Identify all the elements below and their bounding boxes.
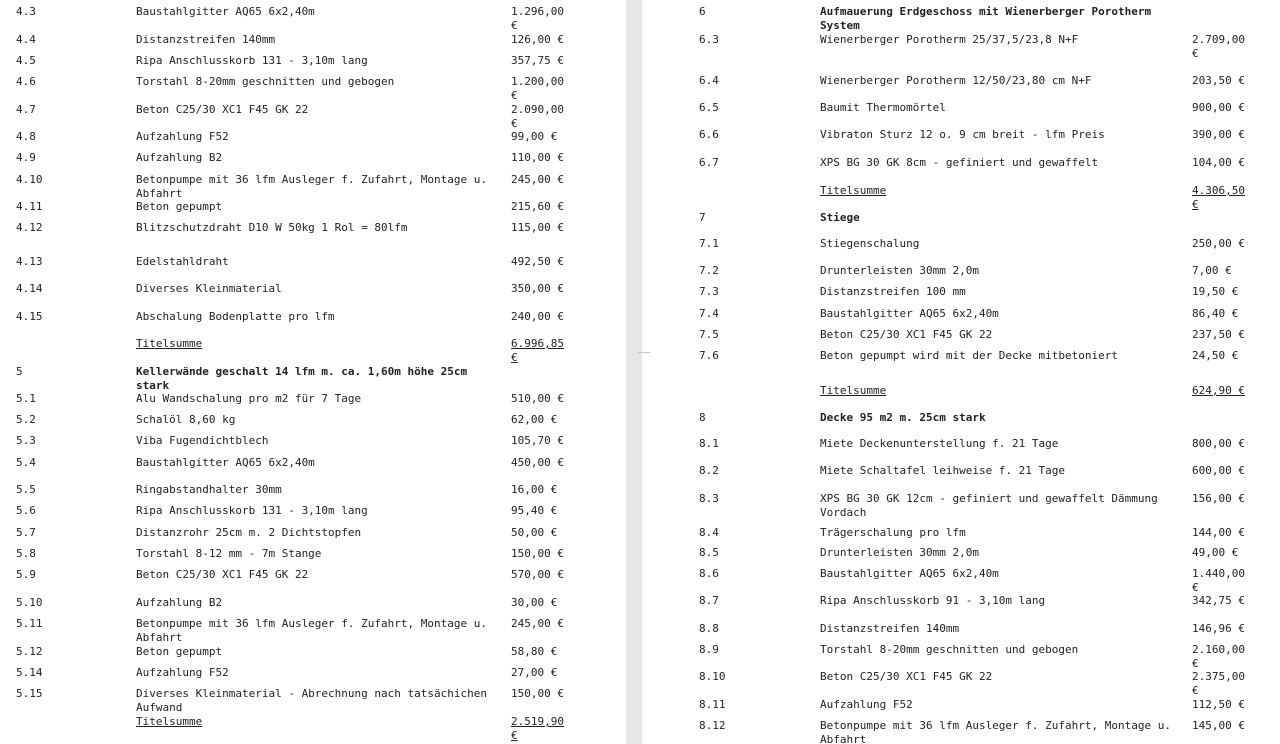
item-description: Wienerberger Porotherm 12/50/23,80 cm N+F — [820, 74, 1092, 87]
item-number: 6.3 — [699, 33, 719, 46]
item-description: Titelsumme — [136, 337, 203, 350]
item-amount: 126,00 € — [511, 33, 564, 46]
item-description: Ripa Anschlusskorb 131 - 3,10m lang — [136, 54, 368, 67]
item-description: Aufmauerung Erdgeschoss mit Wienerberger Porotherm System — [820, 5, 1152, 32]
item-number: 6.4 — [699, 74, 719, 87]
item-description: Distanzstreifen 140mm — [136, 33, 276, 46]
item-number: 8 — [699, 411, 706, 424]
item-number: 4.7 — [16, 103, 36, 116]
item-number: 7.1 — [699, 237, 719, 250]
item-number: 8.10 — [699, 670, 726, 683]
item-description: Aufzahlung F52 — [136, 130, 229, 143]
item-amount: 30,00 € — [511, 596, 558, 609]
item-description: Vibraton Sturz 12 o. 9 cm breit - lfm Preis — [820, 128, 1105, 141]
item-number: 4.12 — [16, 221, 43, 234]
item-amount: 2.375,00 € — [1192, 670, 1245, 697]
item-description: Ripa Anschlusskorb 91 - 3,10m lang — [820, 594, 1046, 607]
item-amount: 150,00 € — [511, 687, 564, 700]
item-number: 4.9 — [16, 151, 36, 164]
item-description: Schalöl 8,60 kg — [136, 413, 236, 426]
item-number: 4.14 — [16, 282, 43, 295]
item-number: 5 — [16, 365, 23, 378]
item-number: 4.15 — [16, 310, 43, 323]
item-description: Trägerschalung pro lfm — [820, 526, 966, 539]
item-description: Alu Wandschalung pro m2 für 7 Tage — [136, 392, 362, 405]
item-amount: 86,40 € — [1192, 307, 1239, 320]
item-number: 8.11 — [699, 698, 726, 711]
item-description: Kellerwände geschalt 14 lfm m. ca. 1,60m höhe 25cm stark — [136, 365, 468, 392]
item-number: 5.2 — [16, 413, 36, 426]
item-description: Beton gepumpt — [136, 645, 223, 658]
item-amount: 1.200,00 € — [511, 75, 564, 102]
item-description: Decke 95 m2 m. 25cm stark — [820, 411, 986, 424]
item-amount: 49,00 € — [1192, 546, 1239, 559]
item-amount: 250,00 € — [1192, 237, 1245, 250]
item-number: 5.6 — [16, 504, 36, 517]
item-amount: 450,00 € — [511, 456, 564, 469]
item-number: 8.12 — [699, 719, 726, 732]
item-description: Beton C25/30 XC1 F45 GK 22 — [820, 670, 993, 683]
item-number: 5.8 — [16, 547, 36, 560]
item-amount: 27,00 € — [511, 666, 558, 679]
item-amount: 145,00 € — [1192, 719, 1245, 732]
item-amount: 19,50 € — [1192, 285, 1239, 298]
item-amount: 245,00 € — [511, 173, 564, 186]
item-description: Baustahlgitter AQ65 6x2,40m — [820, 567, 999, 580]
item-number: 4.3 — [16, 5, 36, 18]
item-amount: 115,00 € — [511, 221, 564, 234]
item-number: 8.3 — [699, 492, 719, 505]
item-number: 4.6 — [16, 75, 36, 88]
item-amount: 342,75 € — [1192, 594, 1245, 607]
item-number: 7.4 — [699, 307, 719, 320]
item-description: Baustahlgitter AQ65 6x2,40m — [820, 307, 999, 320]
item-amount: 50,00 € — [511, 526, 558, 539]
item-number: 7 — [699, 211, 706, 224]
item-amount: 110,00 € — [511, 151, 564, 164]
item-description: Betonpumpe mit 36 lfm Ausleger f. Zufahrt, Montage u. Abfahrt — [136, 617, 487, 644]
item-description: Drunterleisten 30mm 2,0m — [820, 546, 979, 559]
item-amount: 146,96 € — [1192, 622, 1245, 635]
item-number: 7.5 — [699, 328, 719, 341]
item-amount: 104,00 € — [1192, 156, 1245, 169]
item-description: Ripa Anschlusskorb 131 - 3,10m lang — [136, 504, 368, 517]
item-number: 4.4 — [16, 33, 36, 46]
item-amount: 150,00 € — [511, 547, 564, 560]
item-amount: 112,50 € — [1192, 698, 1245, 711]
item-number: 7.6 — [699, 349, 719, 362]
item-amount: 492,50 € — [511, 255, 564, 268]
item-number: 8.1 — [699, 437, 719, 450]
item-description: Distanzstreifen 100 mm — [820, 285, 966, 298]
item-amount: 215,60 € — [511, 200, 564, 213]
item-number: 8.8 — [699, 622, 719, 635]
item-description: Diverses Kleinmaterial — [136, 282, 282, 295]
item-number: 6.7 — [699, 156, 719, 169]
item-number: 5.11 — [16, 617, 43, 630]
item-description: Edelstahldraht — [136, 255, 229, 268]
item-amount: 6.996,85 € — [511, 337, 564, 364]
item-number: 6.5 — [699, 101, 719, 114]
item-description: Baustahlgitter AQ65 6x2,40m — [136, 5, 315, 18]
item-description: Baumit Thermomörtel — [820, 101, 946, 114]
item-amount: 95,40 € — [511, 504, 558, 517]
item-description: Beton C25/30 XC1 F45 GK 22 — [136, 103, 309, 116]
item-description: Titelsumme — [820, 184, 887, 197]
item-number: 4.8 — [16, 130, 36, 143]
item-description: Blitzschutzdraht D10 W 50kg 1 Rol = 80lfm — [136, 221, 408, 234]
item-description: Stiegenschalung — [820, 237, 920, 250]
item-description: Aufzahlung F52 — [136, 666, 229, 679]
item-amount: 1.440,00 € — [1192, 567, 1245, 594]
item-amount: 2.090,00 € — [511, 103, 564, 130]
item-description: Beton C25/30 XC1 F45 GK 22 — [820, 328, 993, 341]
item-amount: 156,00 € — [1192, 492, 1245, 505]
item-description: Betonpumpe mit 36 lfm Ausleger f. Zufahrt, Montage u. Abfahrt — [820, 719, 1171, 744]
item-amount: 245,00 € — [511, 617, 564, 630]
item-number: 5.15 — [16, 687, 43, 700]
item-description: Miete Schaltafel leihweise f. 21 Tage — [820, 464, 1066, 477]
item-description: Aufzahlung B2 — [136, 596, 223, 609]
item-description: Titelsumme — [820, 384, 887, 397]
item-number: 5.5 — [16, 483, 36, 496]
item-amount: 24,50 € — [1192, 349, 1239, 362]
item-amount: 16,00 € — [511, 483, 558, 496]
item-description: Viba Fugendichtblech — [136, 434, 269, 447]
item-amount: 600,00 € — [1192, 464, 1245, 477]
item-description: Distanzrohr 25cm m. 2 Dichtstopfen — [136, 526, 362, 539]
item-number: 8.9 — [699, 643, 719, 656]
item-description: Betonpumpe mit 36 lfm Ausleger f. Zufahrt, Montage u. Abfahrt — [136, 173, 487, 200]
item-number: 5.12 — [16, 645, 43, 658]
page-divider-mark — [638, 352, 650, 353]
item-number: 4.5 — [16, 54, 36, 67]
item-number: 5.9 — [16, 568, 36, 581]
item-amount: 800,00 € — [1192, 437, 1245, 450]
item-amount: 2.519,90 € — [511, 715, 564, 742]
item-amount: 900,00 € — [1192, 101, 1245, 114]
item-description: Distanzstreifen 140mm — [820, 622, 960, 635]
item-amount: 62,00 € — [511, 413, 558, 426]
item-description: Diverses Kleinmaterial - Abrechnung nach tatsächichen Aufwand — [136, 687, 487, 714]
item-description: XPS BG 30 GK 8cm - gefiniert und gewaffelt — [820, 156, 1099, 169]
item-description: Drunterleisten 30mm 2,0m — [820, 264, 979, 277]
document-page-right — [642, 0, 1280, 744]
item-amount: 203,50 € — [1192, 74, 1245, 87]
item-number: 7.3 — [699, 285, 719, 298]
item-description: Beton gepumpt — [136, 200, 223, 213]
item-description: Wienerberger Porotherm 25/37,5/23,8 N+F — [820, 33, 1079, 46]
item-description: Abschalung Bodenplatte pro lfm — [136, 310, 335, 323]
item-amount: 390,00 € — [1192, 128, 1245, 141]
item-number: 4.11 — [16, 200, 43, 213]
item-description: Torstahl 8-20mm geschnitten und gebogen — [136, 75, 395, 88]
item-description: Aufzahlung B2 — [136, 151, 223, 164]
item-amount: 99,00 € — [511, 130, 558, 143]
item-description: Beton C25/30 XC1 F45 GK 22 — [136, 568, 309, 581]
item-description: Stiege — [820, 211, 860, 224]
item-number: 8.4 — [699, 526, 719, 539]
item-amount: 237,50 € — [1192, 328, 1245, 341]
item-number: 8.2 — [699, 464, 719, 477]
item-amount: 144,00 € — [1192, 526, 1245, 539]
item-number: 5.3 — [16, 434, 36, 447]
item-description: Ringabstandhalter 30mm — [136, 483, 282, 496]
item-amount: 2.709,00 € — [1192, 33, 1245, 60]
item-amount: 2.160,00 € — [1192, 643, 1245, 670]
item-description: Miete Deckenunterstellung f. 21 Tage — [820, 437, 1059, 450]
item-number: 5.14 — [16, 666, 43, 679]
item-number: 8.7 — [699, 594, 719, 607]
item-number: 4.10 — [16, 173, 43, 186]
item-description: Aufzahlung F52 — [820, 698, 913, 711]
item-description: Torstahl 8-20mm geschnitten und gebogen — [820, 643, 1079, 656]
item-description: Baustahlgitter AQ65 6x2,40m — [136, 456, 315, 469]
item-number: 7.2 — [699, 264, 719, 277]
item-description: Titelsumme — [136, 715, 203, 728]
item-amount: 350,00 € — [511, 282, 564, 295]
document-page-left — [0, 0, 626, 744]
item-number: 5.4 — [16, 456, 36, 469]
item-amount: 570,00 € — [511, 568, 564, 581]
item-amount: 357,75 € — [511, 54, 564, 67]
item-description: Torstahl 8-12 mm - 7m Stange — [136, 547, 322, 560]
item-amount: 1.296,00 € — [511, 5, 564, 32]
item-amount: 510,00 € — [511, 392, 564, 405]
item-amount: 240,00 € — [511, 310, 564, 323]
item-number: 8.5 — [699, 546, 719, 559]
item-amount: 4.306,50 € — [1192, 184, 1245, 211]
item-number: 6 — [699, 5, 706, 18]
item-number: 4.13 — [16, 255, 43, 268]
item-amount: 7,00 € — [1192, 264, 1232, 277]
item-number: 5.10 — [16, 596, 43, 609]
item-description: XPS BG 30 GK 12cm - gefiniert und gewaffelt Dämmung Vordach — [820, 492, 1158, 519]
item-description: Beton gepumpt wird mit der Decke mitbetoniert — [820, 349, 1119, 362]
item-number: 5.7 — [16, 526, 36, 539]
item-amount: 58,80 € — [511, 645, 558, 658]
item-number: 8.6 — [699, 567, 719, 580]
item-amount: 105,70 € — [511, 434, 564, 447]
item-amount: 624,90 € — [1192, 384, 1245, 397]
item-number: 5.1 — [16, 392, 36, 405]
item-number: 6.6 — [699, 128, 719, 141]
